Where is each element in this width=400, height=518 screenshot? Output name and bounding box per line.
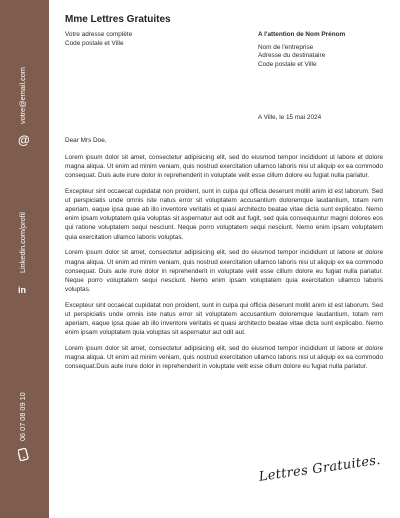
greeting: Dear Mrs Doe,	[65, 137, 107, 144]
paragraph: Excepteur sint occaecat cupidatat non proident, sunt in culpa qui officia deserunt mollit anim id est laborum. Sed ut perspiciatis unde omnis iste natus error sit voluptatem accusantium doloremque laudantium, totam rem aperiam, eaque ipsa quae ab illo inventore veritatis et quasi architecto beatae vitae dicta sunt explicabo. Nemo enim ipsam voluptatem quia voluptas sit aspernatur aut odit aut.	[65, 301, 383, 336]
sender-name: Mme Lettres Gratuites	[65, 14, 171, 25]
sidebar	[0, 0, 49, 518]
recipient-company: Nom de l'entreprise	[258, 43, 314, 51]
paragraph: Lorem ipsum dolor sit amet, consectetur adipisicing elit, sed do eiusmod tempor incididunt ut labore et dolore magna aliqua. Ut enim ad minim veniam, quis nostrud exercitation ullamco laboris nisi ut aliquip ex ea commodo consequat.Duis aute irure dolor in reprehenderit in voluptate velit esse cillum dolore eu fugiat nulla pariatur.	[65, 344, 383, 371]
linkedin-icon: in	[18, 285, 26, 295]
recipient-block	[258, 31, 345, 69]
sender-city-line: Code postale et Ville	[65, 39, 124, 47]
paragraph: Lorem ipsum dolor sit amet, consectetur adipisicing elit, sed do eiusmod tempor incididunt ut labore et dolore magna aliqua. Ut enim ad minim veniam, quis nostrud exercitation ullamco laboris nisi ut aliquip ex ea commodo consequat. Duis aute irure dolor in reprehenderit in voluptate velit esse cillum dolore eu fugiat nulla pariatur.	[65, 154, 383, 180]
recipient-attention: A l'attention de Nom Prénom	[258, 31, 346, 38]
sender-address-line: Votre adresse complète	[65, 31, 133, 38]
sidebar-phone[interactable]: 06 07 08 09 10	[18, 392, 27, 441]
paragraph: Excepteur sint occaecat cupidatat non proident, sunt in culpa qui officia deserunt mollit anim id est laborum. Sed ut perspiciatis unde omnis iste natus error sit voluptatem accusantium doloremque laudantium, totam rem aperiam, eaque ipsa quae ab illo inventore veritatis et quasi architecto beatae vitae dicta sunt explicabo. Nemo enim ipsam voluptatem quia voluptas sit aspernatur aut odit aut fugit, sed quia consequuntur magni dolores eos qui ratione voluptatem sequi nesciunt. Neque porro voluptatem sequi nesciunt. Nemo enim ipsam voluptatem quia exercitation ullamco laboris voluptas.	[65, 188, 383, 241]
signature: Lettres Gratuites.	[258, 452, 382, 485]
paragraph: Lorem ipsum dolor sit amet, consectetur adipisicing elit, sed do eiusmod tempor incididunt ut labore et dolore magna aliqua. Ut enim ad minim veniam, quis nostrud exercitation ullamco laboris nisi ut aliquip ex ea commodo consequat. Duis aute irure dolor in reprehenderit in voluptate velit esse cillum dolore eu fugiat nulla pariatur. Neque porro voluptatem sequi nesciunt. Nemo enim ipsam voluptatem quia exercitation ullamco laboris voluptas.	[65, 249, 383, 293]
recipient-city: Code postale et Ville	[258, 60, 317, 68]
sidebar-linkedin[interactable]: Linkedin.com/profil	[18, 212, 27, 273]
phone-icon	[18, 448, 29, 461]
recipient-address: Adresse du destinataire	[258, 52, 326, 60]
sender-address	[65, 31, 132, 48]
email-icon: @	[18, 133, 30, 147]
letter-body	[65, 153, 383, 378]
sidebar-email[interactable]: votre@email.com	[18, 67, 27, 124]
letter-date: A Ville, le 15 mai 2024	[258, 114, 322, 121]
